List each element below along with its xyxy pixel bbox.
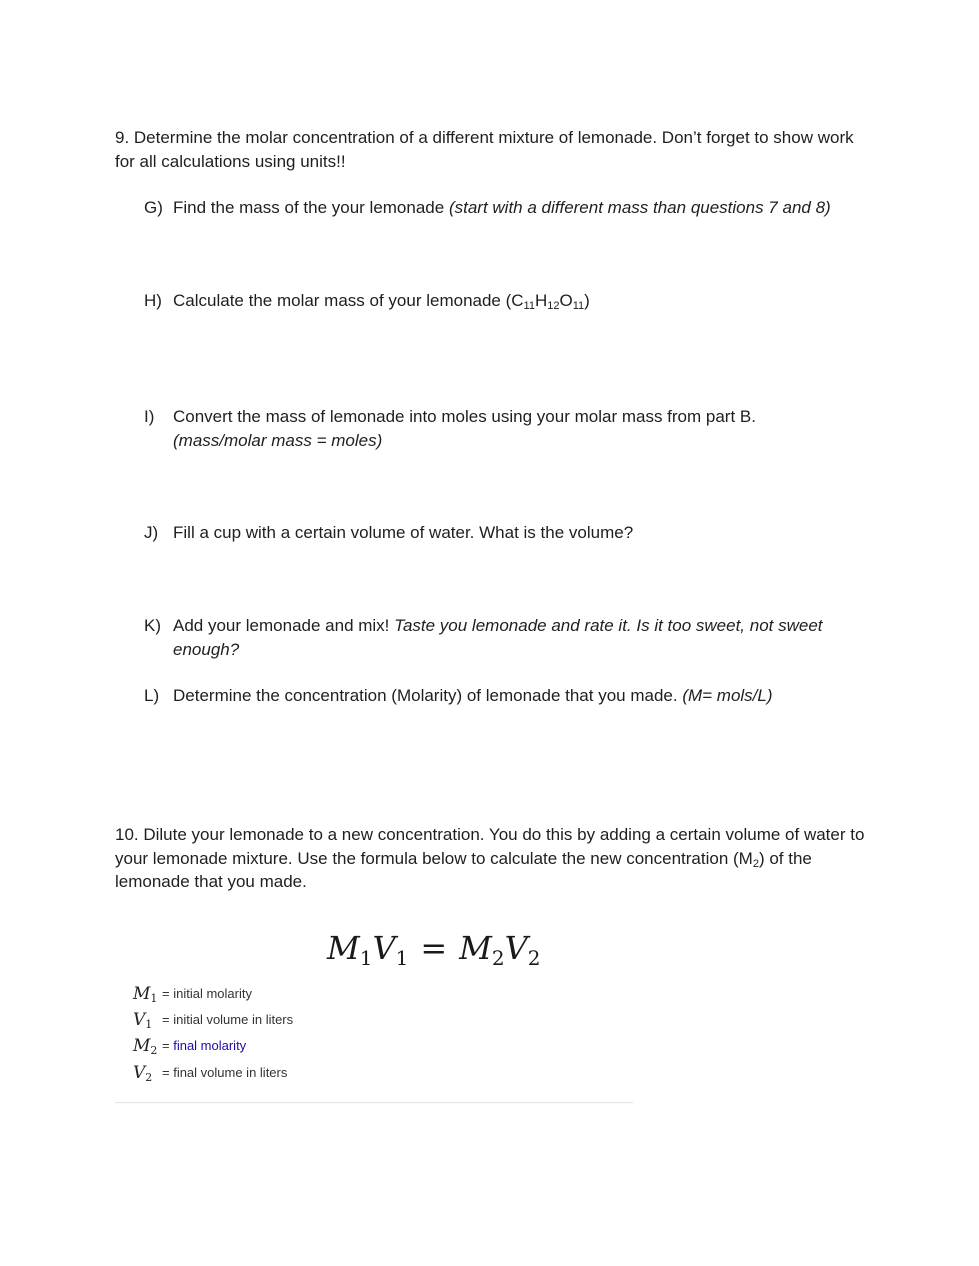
item-l-text: Determine the concentration (Molarity) of lemonade that you made. (173, 686, 683, 705)
item-i-text: Convert the mass of lemonade into moles using your molar mass from part B. (173, 407, 756, 426)
legend-row-v1 (133, 1009, 393, 1031)
legend-symbol-v2: $V_2$ (133, 1063, 153, 1084)
item-g-text: Find the mass of the your lemonade (173, 198, 449, 217)
item-k-text: Add your lemonade and mix! (173, 616, 395, 635)
legend-row-v2 (133, 1062, 393, 1084)
legend-symbol-v1: $V_1$ (133, 1010, 153, 1031)
question-10-text: 10. Dilute your lemonade to a new concentration. You do this by adding a certain volume of water to your lemonade mixture. Use the formula below to calculate the new concentration $(M_2)$ of the lemonade that you made. (115, 825, 865, 891)
legend-symbol-m2: $M_2$ (133, 1036, 158, 1057)
dilution-formula: $M_1V_1 = M_2V_2$ (327, 929, 541, 970)
item-h-body: Calculate the molar mass of your lemonade $(C_{11}H_{12}O_{11})$ (173, 291, 590, 312)
final-molarity-link[interactable]: final molarity (173, 1038, 247, 1053)
item-j-letter: J) (144, 523, 159, 542)
legend-desc-m1: = initial molarity (162, 986, 252, 1001)
item-l-letter: L) (144, 686, 160, 705)
legend-row-m1 (133, 983, 393, 1005)
item-l-italic: (M= mols/L) (682, 686, 773, 705)
card-divider (115, 1102, 633, 1103)
item-h-letter: H) (144, 291, 162, 310)
legend-row-m2 (133, 1035, 393, 1057)
legend-desc-v1: = initial volume in liters (162, 1012, 294, 1027)
legend-desc-v2: = final volume in liters (162, 1065, 288, 1080)
item-k-letter: K) (144, 616, 161, 635)
item-i-italic: (mass/molar mass = moles) (173, 430, 383, 450)
item-i-letter: I) (144, 407, 155, 426)
question-9-text: 9. Determine the molar concentration of a different mixture of lemonade. Don’t forget to show work for all calculations using units!! (115, 128, 854, 171)
item-g-letter: G) (144, 198, 163, 217)
item-g-italic: (start with a different mass than questions 7 and 8) (448, 198, 831, 217)
item-k-italic: Taste you lemonade and rate it. Is it too sweet, not sweet enough? (173, 616, 823, 659)
item-j-text: Fill a cup with a certain volume of water. What is the volume? (173, 523, 634, 542)
legend-symbol-m1: $M_1$ (133, 984, 158, 1005)
legend-desc-m2: = final molarity (162, 1038, 247, 1053)
